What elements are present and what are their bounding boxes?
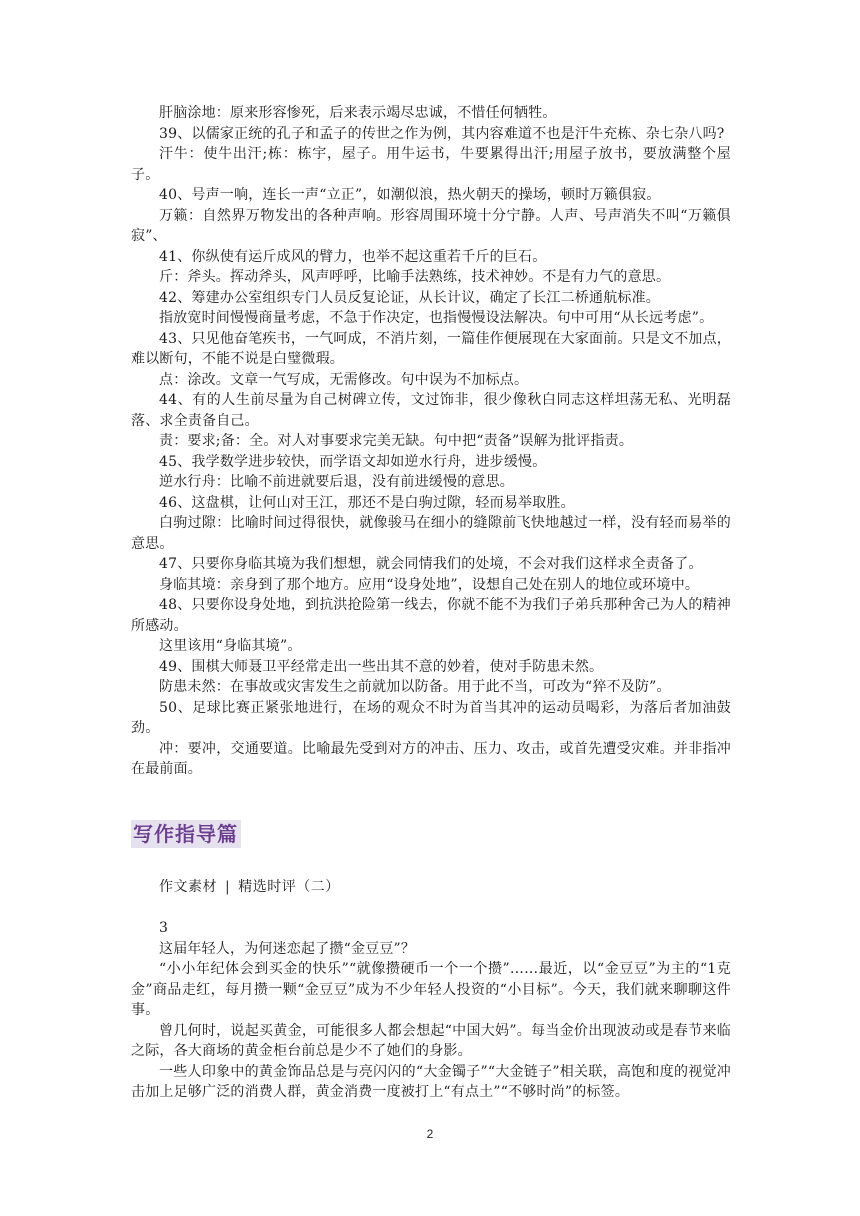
paragraph: 防患未然：在事故或灾害发生之前就加以防备。用于此不当，可改为“猝不及防”。 — [159, 679, 671, 695]
paragraph: “小小年纪体会到买金的快乐”“就像攒硬币一个一个攒”……最近，以“金豆豆”为主的“1克金”商品走红，每月攒一颗“金豆豆”成为不少年轻人投资的“小目标”。今天，我们就来聊聊这件事。 — [131, 961, 731, 1018]
subtitle-topic: 精选时评（二） — [238, 879, 340, 895]
subtitle-category: 作文素材 — [159, 879, 217, 895]
paragraph: 48、只要你设身处地，到抗洪抢险第一线去，你就不能不为我们子弟兵那种舍己为人的精神所感动。 — [131, 597, 732, 634]
idiom-notes-section — [131, 103, 731, 780]
paragraph: 这里该用“身临其境”。 — [159, 638, 302, 654]
page-number: 2 — [426, 1127, 434, 1141]
paragraph: 这届年轻人，为何迷恋起了攒“金豆豆”？ — [159, 940, 416, 957]
paragraph: 逆水行舟：比喻不前进就要后退，没有前进缓慢的意思。 — [159, 474, 514, 490]
paragraph: 42、筹建办公室组织专门人员反复论证，从长计议，确定了长江二桥通航标准。 — [159, 289, 661, 306]
paragraph: 49、围棋大师聂卫平经常走出一些出其不意的妙着，使对手防患未然。 — [159, 658, 604, 675]
paragraph: 46、这盘棋，让何山对王江，那还不是白驹过隙，轻而易举取胜。 — [159, 494, 575, 511]
paragraph: 斤：斧头。挥动斧头，风声呼呼，比喻手法熟练，技术神妙。不是有力气的意思。 — [159, 269, 671, 285]
paragraph: 责：要求;备：全。对人对事要求完美无缺。句中把“责备”误解为批评指责。 — [159, 433, 634, 449]
paragraph: 身临其境：亲身到了那个地方。应用“设身处地”，设想自己处在别人的地位或环境中。 — [159, 576, 700, 593]
paragraph: 41、你纵使有运斤成风的臂力，也举不起这重若千斤的巨石。 — [159, 248, 547, 265]
paragraph: 43、只见他奋笔疾书，一气呵成，不消片刻，一篇佳作便展现在大家面前。只是文不加点，难以断句，不能不说是白璧微瑕。 — [131, 330, 732, 367]
paragraph: 肝脑涂地：原来形容惨死，后来表示竭尽忠诚，不惜任何牺牲。 — [159, 105, 557, 121]
paragraph: 一些人印象中的黄金饰品总是与亮闪闪的“大金镯子”“大金链子”相关联，高饱和度的视觉冲击加上足够广泛的消费人群，黄金消费一度被打上“有点土”“不够时尚”的标签。 — [131, 1063, 731, 1100]
paragraph: 40、号声一响，连长一声“立正”，如潮似浪，热火朝天的操场，顿时万籁俱寂。 — [159, 187, 661, 203]
paragraph: 44、有的人生前尽量为自己树碑立传，文过饰非，很少像秋白同志这样坦荡无私、光明磊落、求全责备自己。 — [131, 392, 731, 429]
paragraph: 冲：要冲，交通要道。比喻最先受到对方的冲击、压力、攻击，或首先遭受灾难。并非指冲在最前面。 — [131, 740, 731, 777]
article-body — [131, 918, 731, 1103]
paragraph: 点：涂改。文章一气写成，无需修改。句中误为不加标点。 — [159, 371, 529, 388]
paragraph: 白驹过隙：比喻时间过得很快，就像骏马在细小的缝隙前飞快地越过一样，没有轻而易举的意思。 — [131, 515, 731, 552]
paragraph: 指放宽时间慢慢商量考虑，不急于作决定，也指慢慢设法解决。句中可用“从长远考虑”。 — [159, 310, 714, 326]
paragraph: 39、以儒家正统的孔子和孟子的传世之作为例，其内容难道不也是汗牛充栋、杂七杂八吗? — [159, 125, 725, 142]
paragraph: 曾几何时，说起买黄金，可能很多人都会想起“中国大妈”。每当金价出现波动或是春节来临之际，各大商场的黄金柜台前总是少不了她们的身影。 — [131, 1022, 731, 1059]
section-heading: 写作指导篇 — [131, 820, 241, 848]
paragraph: 45、我学数学进步较快，而学语文却如逆水行舟，进步缓慢。 — [159, 453, 547, 470]
paragraph: 47、只要你身临其境为我们想想，就会同情我们的处境，不会对我们这样求全责备了。 — [159, 556, 703, 572]
paragraph: 3 — [159, 920, 169, 936]
section-subtitle — [159, 877, 340, 897]
paragraph: 汗牛：使牛出汗;栋：栋宇，屋子。用牛运书，牛要累得出汗;用屋子放书，要放满整个屋子。 — [131, 146, 731, 183]
paragraph: 万籁：自然界万物发出的各种声响。形容周围环境十分宁静。人声、号声消失不叫“万籁俱寂”、 — [131, 207, 731, 244]
paragraph: 50、足球比赛正紧张地进行，在场的观众不时为首当其冲的运动员喝彩，为落后者加油鼓劲。 — [131, 699, 731, 736]
subtitle-separator: | — [225, 879, 231, 895]
